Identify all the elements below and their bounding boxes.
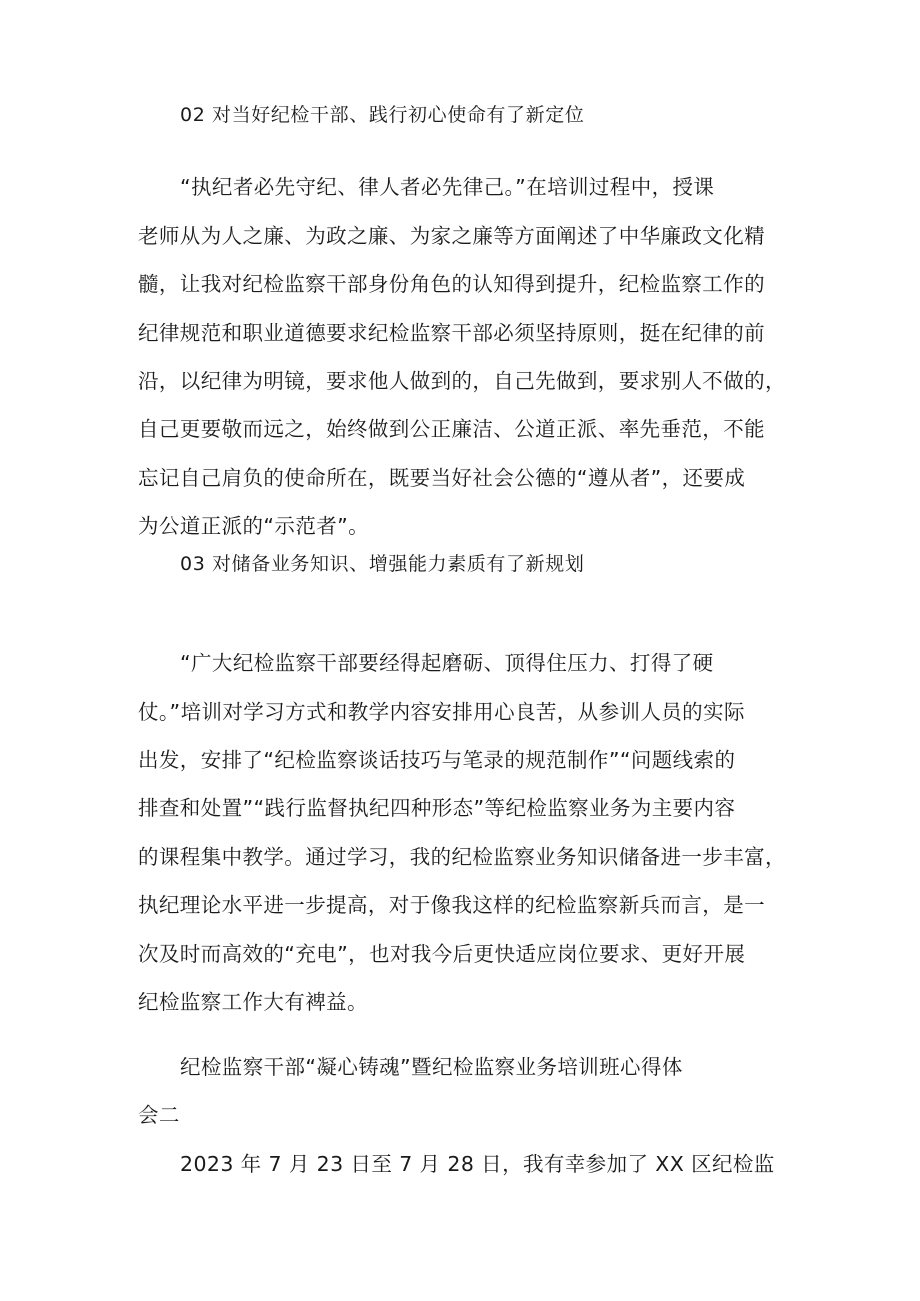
paragraph-line: 沿，以纪律为明镜，要求他人做到的，自己先做到，要求别人不做的， — [138, 369, 786, 393]
opening-line: 2023 年 7 月 23 日至 7 月 28 日，我有幸参加了 XX 区纪检监 — [180, 1152, 775, 1176]
section-03-heading: 03 对储备业务知识、增强能力素质有了新规划 — [180, 553, 585, 575]
section-02-heading: 02 对当好纪检干部、践行初心使命有了新定位 — [180, 104, 585, 126]
paragraph-line: 纪检监察工作大有裨益。 — [138, 990, 368, 1014]
paragraph-line: “执纪者必先守纪、律人者必先律己。”在培训过程中，授课 — [180, 175, 715, 199]
paragraph-line: “广大纪检监察干部要经得起磨砺、顶得住压力、打得了硬 — [180, 651, 714, 675]
paragraph-line: 仗。”培训对学习方式和教学内容安排用心良苦，从参训人员的实际 — [138, 700, 745, 724]
paragraph-line: 次及时而高效的“充电”，也对我今后更快适应岗位要求、更好开展 — [138, 942, 746, 966]
paragraph-line: 出发，安排了“纪检监察谈话技巧与笔录的规范制作”“问题线索的 — [138, 748, 736, 772]
article-title-continued: 会二 — [138, 1103, 180, 1127]
paragraph-line: 自己更要敬而远之，始终做到公正廉洁、公道正派、率先垂范，不能 — [138, 417, 765, 441]
paragraph-line: 忘记自己肩负的使命所在，既要当好社会公德的“遵从者”，还要成 — [138, 466, 746, 490]
paragraph-line: 排查和处置”“践行监督执纪四种形态”等纪检监察业务为主要内容 — [138, 796, 736, 820]
paragraph-line: 执纪理论水平进一步提高，对于像我这样的纪检监察新兵而言，是一 — [138, 893, 765, 917]
paragraph-line: 的课程集中教学。通过学习，我的纪检监察业务知识储备进一步丰富， — [138, 845, 786, 869]
article-title: 纪检监察干部“凝心铸魂”暨纪检监察业务培训班心得体 — [180, 1055, 683, 1079]
paragraph-line: 纪律规范和职业道德要求纪检监察干部必须坚持原则，挺在纪律的前 — [138, 321, 765, 345]
paragraph-line: 为公道正派的“示范者”。 — [138, 514, 370, 538]
paragraph-line: 老师从为人之廉、为政之廉、为家之廉等方面阐述了中华廉政文化精 — [138, 224, 765, 248]
paragraph-line: 髓，让我对纪检监察干部身份角色的认知得到提升，纪检监察工作的 — [138, 272, 765, 296]
